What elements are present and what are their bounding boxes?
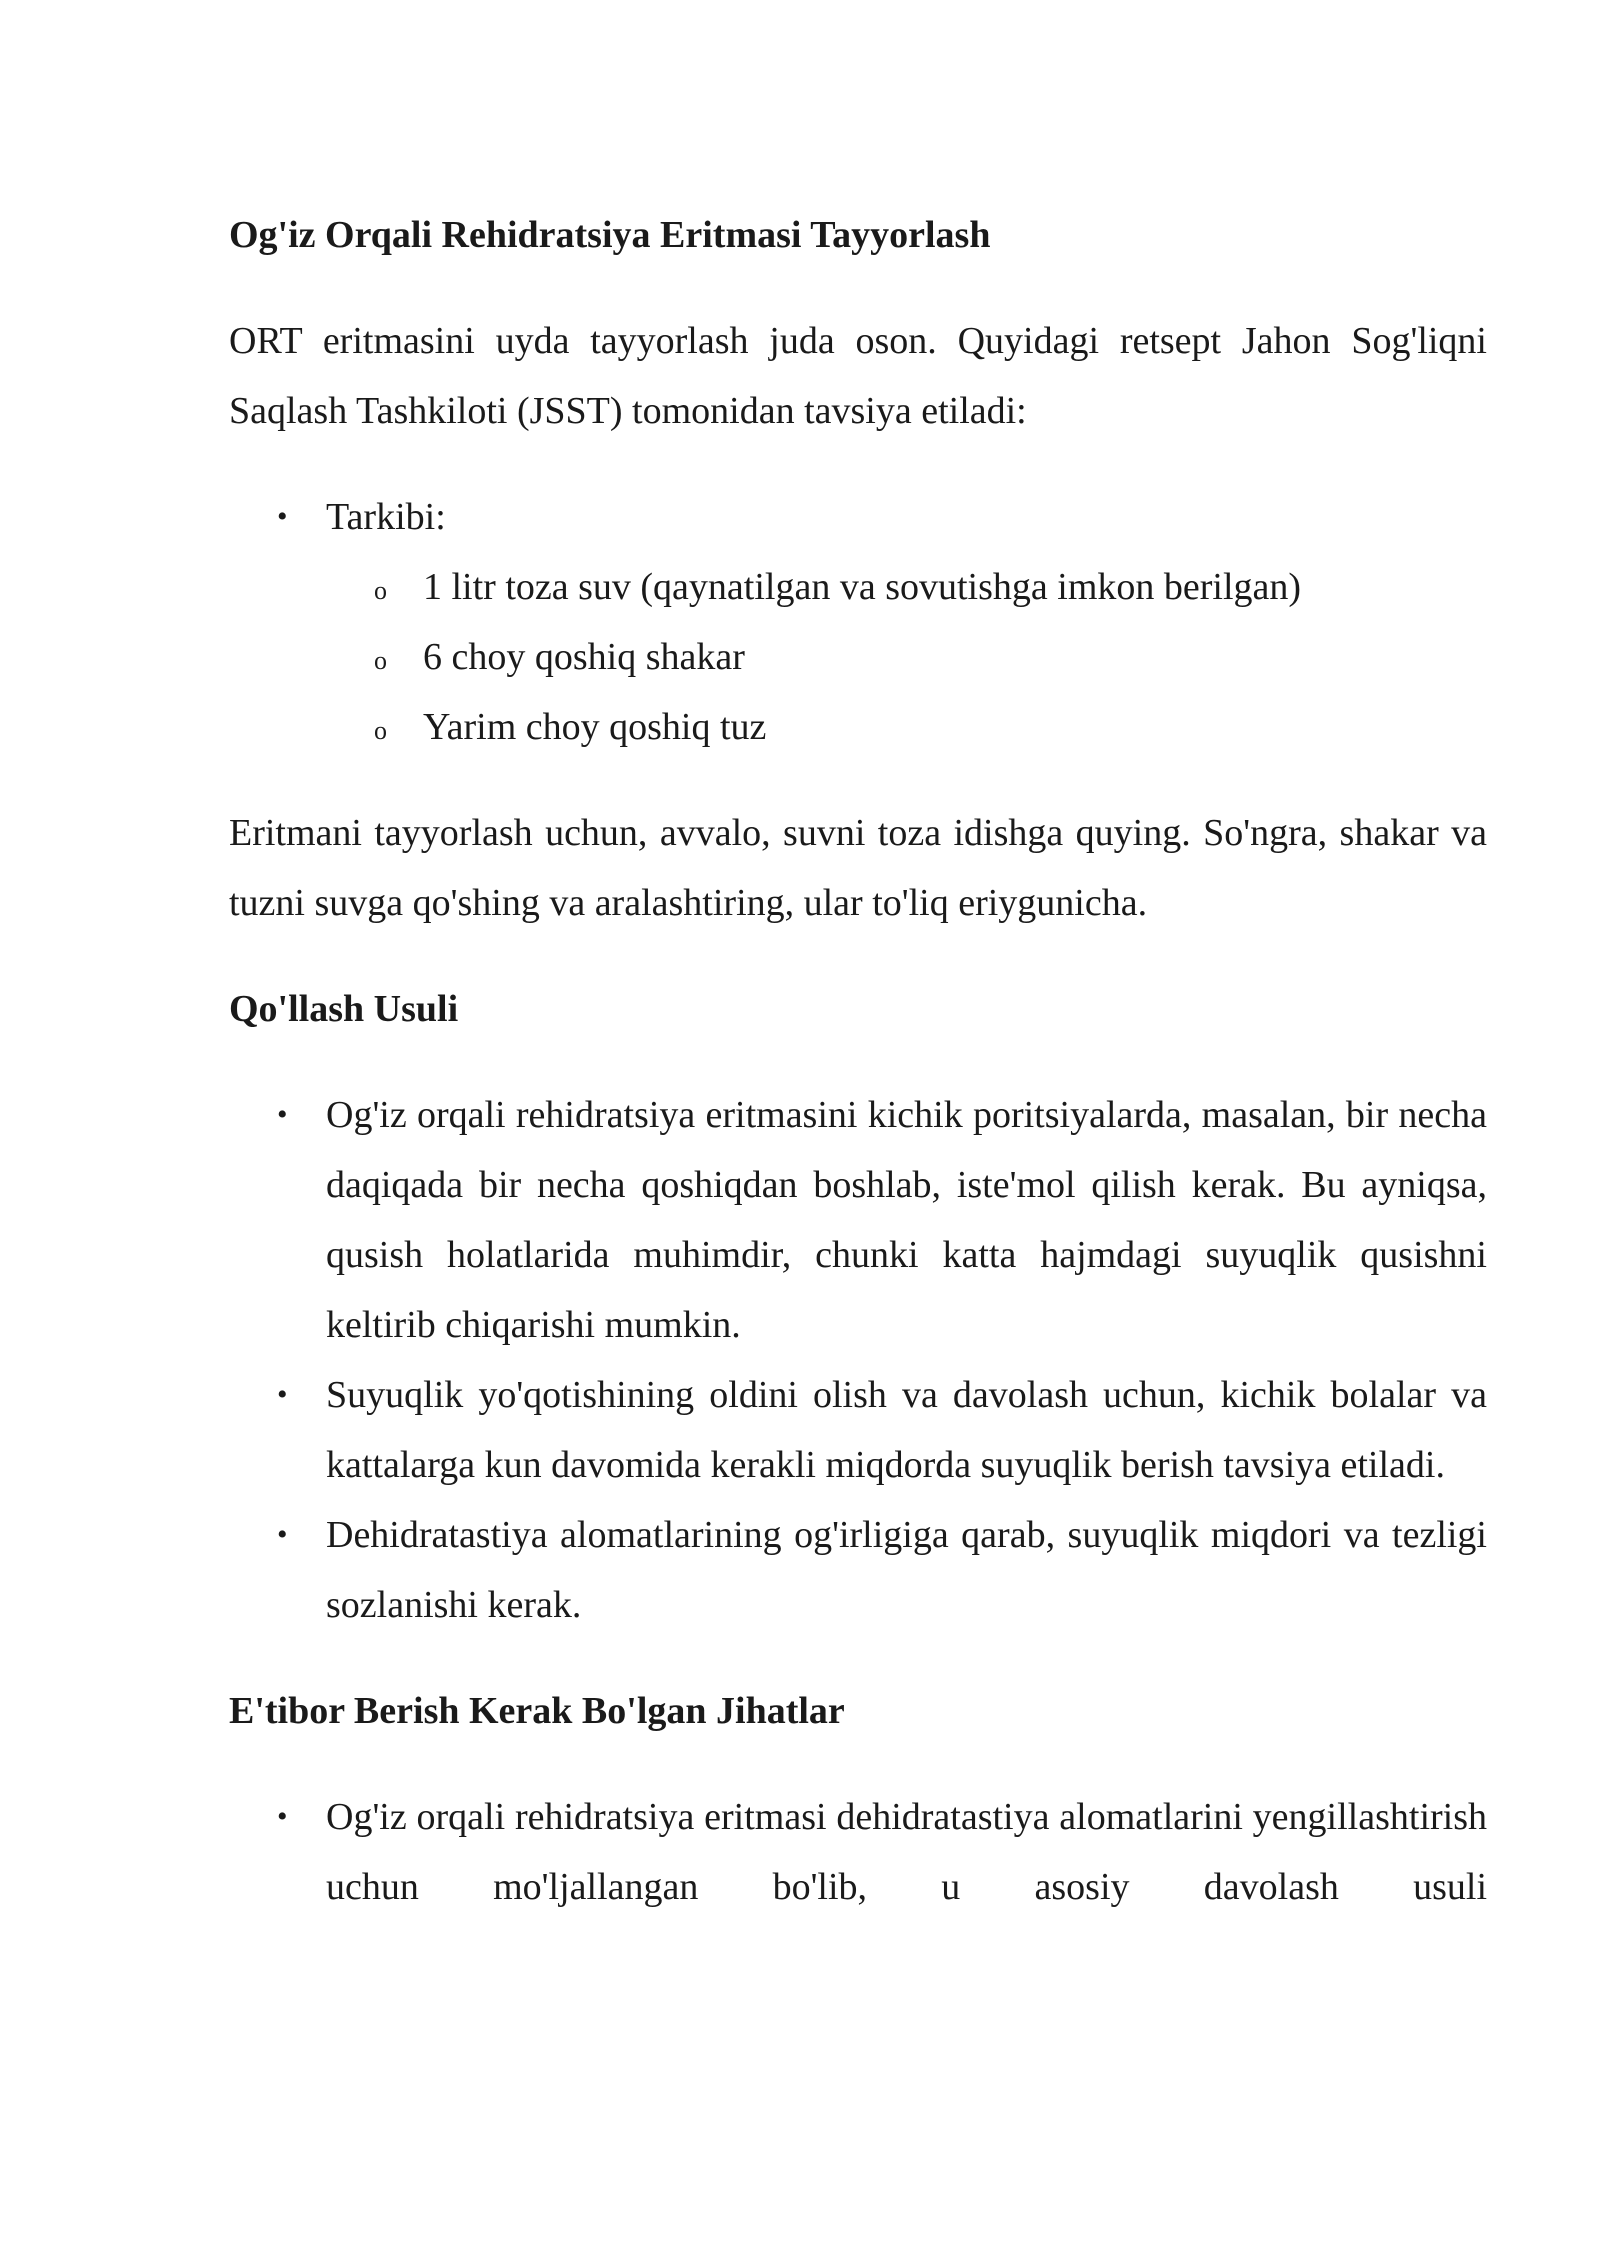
list-item <box>229 1782 1487 1922</box>
sub-bullet-icon: o <box>374 646 387 675</box>
ingredients-list <box>229 482 1487 762</box>
bullet-icon: • <box>277 1378 288 1411</box>
sub-bullet-icon: o <box>374 716 387 745</box>
section-heading-usage: Qo'llash Usuli <box>229 988 459 1030</box>
usage-text: Dehidratastiya alomatlarining og'irligiga qarab, suyuqlik miqdori va tezligi sozlanishi kerak. <box>326 1514 1487 1626</box>
instructions-paragraph: Eritmani tayyorlash uchun, avvalo, suvni toza idishga quying. So'ngra, shakar va tuzni suvga qo'shing va aralashtiring, ular to'liq eriygunicha. <box>229 812 1487 924</box>
section-heading-preparation: Og'iz Orqali Rehidratsiya Eritmasi Tayyorlash <box>229 214 991 256</box>
usage-list <box>229 1080 1487 1640</box>
ingredient-text: 1 litr toza suv (qaynatilgan va sovutishga imkon berilgan) <box>423 566 1302 608</box>
bullet-icon: • <box>277 1518 288 1551</box>
bullet-icon: • <box>277 500 288 533</box>
ingredient-text: Yarim choy qoshiq tuz <box>423 706 767 748</box>
list-item <box>326 622 1487 692</box>
list-item <box>229 1500 1487 1640</box>
list-item <box>229 1360 1487 1500</box>
sub-bullet-icon: o <box>374 576 387 605</box>
intro-paragraph: ORT eritmasini uyda tayyorlash juda oson. Quyidagi retsept Jahon Sog'liqni Saqlash Tashkiloti (JSST) tomonidan tavsiya etiladi: <box>229 320 1487 432</box>
usage-text: Og'iz orqali rehidratsiya eritmasini kichik poritsiyalarda, masalan, bir necha daqiqada bir necha qoshiqdan boshlab, iste'mol qilish kerak. Bu ayniqsa, qusish holatlarida muhimdir, chunki katta hajmdagi suyuqlik qusishni keltirib chiqarishi mumkin. <box>326 1094 1487 1346</box>
ingredient-sublist <box>326 552 1487 762</box>
composition-label: Tarkibi: <box>326 496 446 538</box>
section-heading-considerations: E'tibor Berish Kerak Bo'lgan Jihatlar <box>229 1690 845 1732</box>
document-content <box>229 200 1487 1958</box>
list-item <box>326 552 1487 622</box>
ingredient-text: 6 choy qoshiq shakar <box>423 636 745 678</box>
list-item <box>229 1080 1487 1360</box>
list-item <box>326 692 1487 762</box>
bullet-icon: • <box>277 1098 288 1131</box>
consideration-text: Og'iz orqali rehidratsiya eritmasi dehidratastiya alomatlarini yengillashtirish uchun mo'ljallangan bo'lib, u asosiy davolash usuli <box>326 1796 1487 1908</box>
considerations-list <box>229 1782 1487 1922</box>
usage-text: Suyuqlik yo'qotishining oldini olish va davolash uchun, kichik bolalar va kattalarga kun davomida kerakli miqdorda suyuqlik berish tavsiya etiladi. <box>326 1374 1487 1486</box>
bullet-icon: • <box>277 1800 288 1833</box>
list-item-composition <box>229 482 1487 762</box>
